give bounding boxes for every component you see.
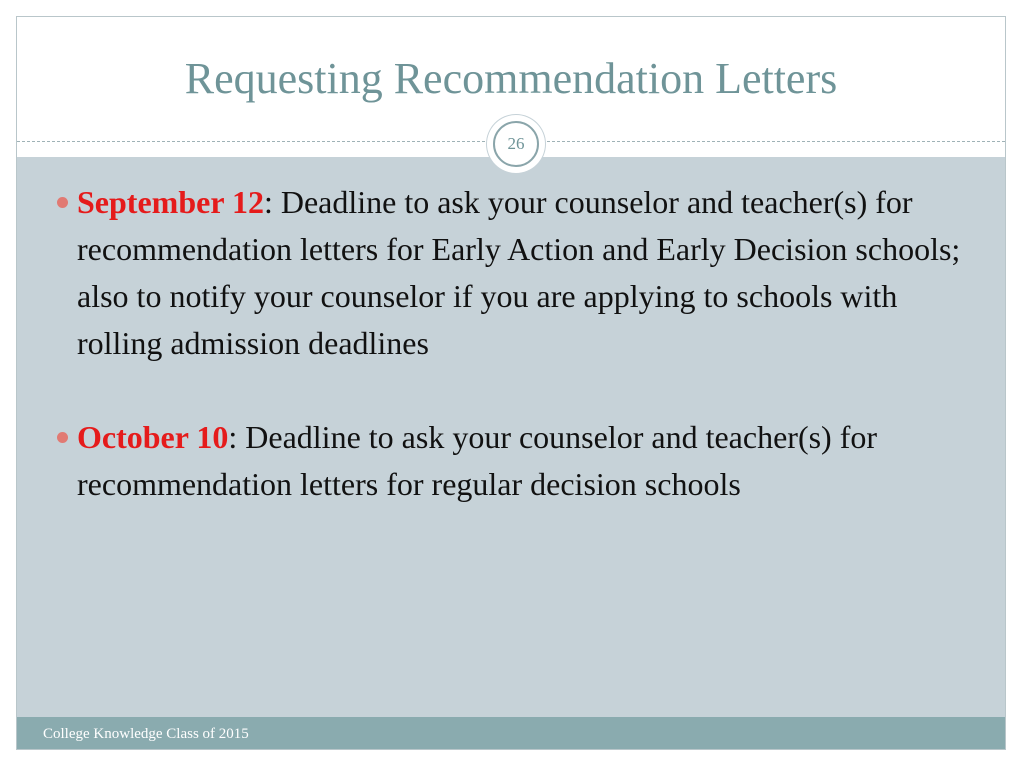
slide-number-badge [487, 115, 545, 173]
deadline-date: September 12 [77, 184, 264, 220]
slide-title: Requesting Recommendation Letters [184, 54, 838, 103]
slide-number: 26 [493, 121, 539, 167]
bullet-item-october [57, 414, 962, 508]
bullet-dot-icon [57, 197, 68, 208]
bullet-item-september [57, 179, 962, 367]
bullet-list [57, 179, 962, 555]
footer-bar [17, 717, 1005, 750]
footer-text: College Knowledge Class of 2015 [43, 726, 249, 742]
deadline-text: : Deadline to ask your counselor and teacher(s) for recommendation letters for Early Action and Early Decision schools; also to notify your counselor if you are applying to schools with rolling admission deadlines [77, 184, 961, 361]
deadline-date: October 10 [77, 419, 229, 455]
slide [16, 16, 1006, 750]
bullet-dot-icon [57, 432, 68, 443]
deadline-text: : Deadline to ask your counselor and teacher(s) for recommendation letters for regular decision schools [77, 419, 878, 502]
